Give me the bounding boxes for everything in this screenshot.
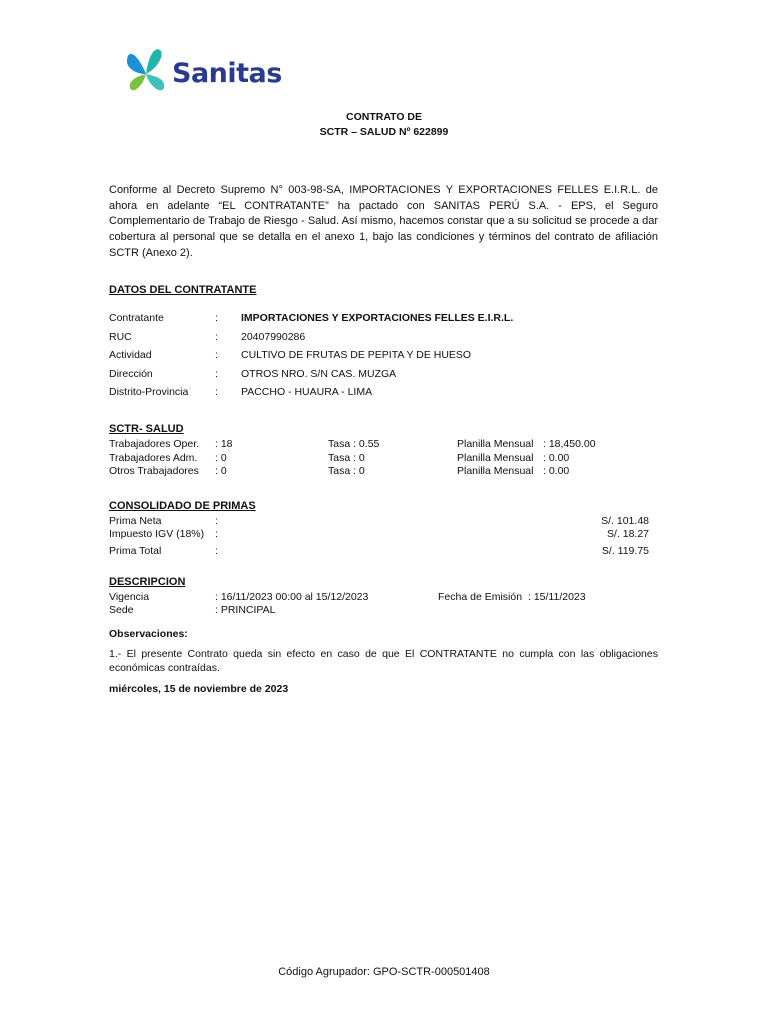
field-colon: : [215,386,218,398]
tasa-value: Tasa : 0 [328,452,365,464]
field-label: Contratante [109,312,164,324]
field-value: CULTIVO DE FRUTAS DE PEPITA Y DE HUESO [241,349,472,361]
field-colon: : [215,312,218,324]
field-value: 20407990286 [241,331,306,343]
field-colon: : [215,368,218,380]
prima-amount: S/. 101.48 [601,515,649,527]
field-label: RUC [109,331,132,343]
worker-count: : 0 [215,452,227,464]
prima-colon: : [215,528,218,540]
title-line-2: SCTR – SALUD Nº 622899 [319,126,449,138]
observaciones-heading: Observaciones: [109,628,188,640]
field-value: PACCHO - HUAURA - LIMA [241,386,373,398]
field-value: IMPORTACIONES Y EXPORTACIONES FELLES E.I.R.L. [241,312,514,324]
observaciones-text: 1.- El presente Contrato queda sin efecto en caso de que El CONTRATANTE no cumpla con las obligaciones económicas contraídas. [109,648,658,674]
field-value: OTROS NRO. S/N CAS. MUZGA [241,368,397,380]
worker-type-label: Trabajadores Adm. [109,452,198,464]
prima-label: Impuesto IGV (18%) [109,528,205,540]
field-label: Distrito-Provincia [109,386,189,398]
field-label: Dirección [109,368,153,380]
prima-colon: : [215,515,218,527]
footer-code: Código Agrupador: GPO-SCTR-000501408 [278,966,490,978]
tasa-value: Tasa : 0 [328,465,365,477]
prima-label: Prima Neta [109,515,162,527]
vigencia-label: Vigencia [109,591,150,603]
worker-count: : 0 [215,465,227,477]
section-heading-descripcion: DESCRIPCION [109,576,186,588]
butterfly-icon [124,44,170,98]
sede-value: : PRINCIPAL [215,604,276,616]
title-line-1: CONTRATO DE [345,111,423,123]
tasa-value: Tasa : 0.55 [328,438,380,450]
prima-amount: S/. 18.27 [606,528,649,540]
section-heading-salud: SCTR- SALUD [109,423,184,435]
planilla-label: Planilla Mensual [457,438,534,450]
planilla-value: : 0.00 [543,465,570,477]
prima-label: Prima Total [109,545,162,557]
document-date: miércoles, 15 de noviembre de 2023 [109,683,289,695]
worker-type-label: Otros Trabajadores [109,465,199,477]
emision-value: : 15/11/2023 [528,591,586,603]
prima-amount: S/. 119.75 [601,545,649,557]
planilla-value: : 18,450.00 [543,438,596,450]
sede-label: Sede [109,604,134,616]
field-colon: : [215,349,218,361]
field-colon: : [215,331,218,343]
worker-type-label: Trabajadores Oper. [109,438,200,450]
sanitas-logo [124,44,294,98]
brand-name: Sanitas [172,58,282,89]
worker-count: : 18 [215,438,233,450]
planilla-label: Planilla Mensual [457,465,534,477]
vigencia-value: : 16/11/2023 00:00 al 15/12/2023 [215,591,369,603]
section-heading-contratante: DATOS DEL CONTRATANTE [109,284,257,296]
section-heading-primas: CONSOLIDADO DE PRIMAS [109,500,256,512]
prima-colon: : [215,545,218,557]
planilla-value: : 0.00 [543,452,570,464]
emision-label: Fecha de Emisión [438,591,523,603]
planilla-label: Planilla Mensual [457,452,534,464]
intro-paragraph: Conforme al Decreto Supremo N° 003-98-SA, IMPORTACIONES Y EXPORTACIONES FELLES E.I.R.L. de ahora en adelante “EL CONTRATANTE” ha pactado con SANITAS PERÚ S.A. - EPS, el Seguro Complementario de Trabajo de Riesgo - Salud. Así mismo, hacemos constar que a su solicitud se procede a dar cobertura al personal que se detalla en el anexo 1, bajo las condiciones y términos del contrato de afiliación SCTR (Anexo 2). [109,184,658,259]
field-label: Actividad [109,349,152,361]
